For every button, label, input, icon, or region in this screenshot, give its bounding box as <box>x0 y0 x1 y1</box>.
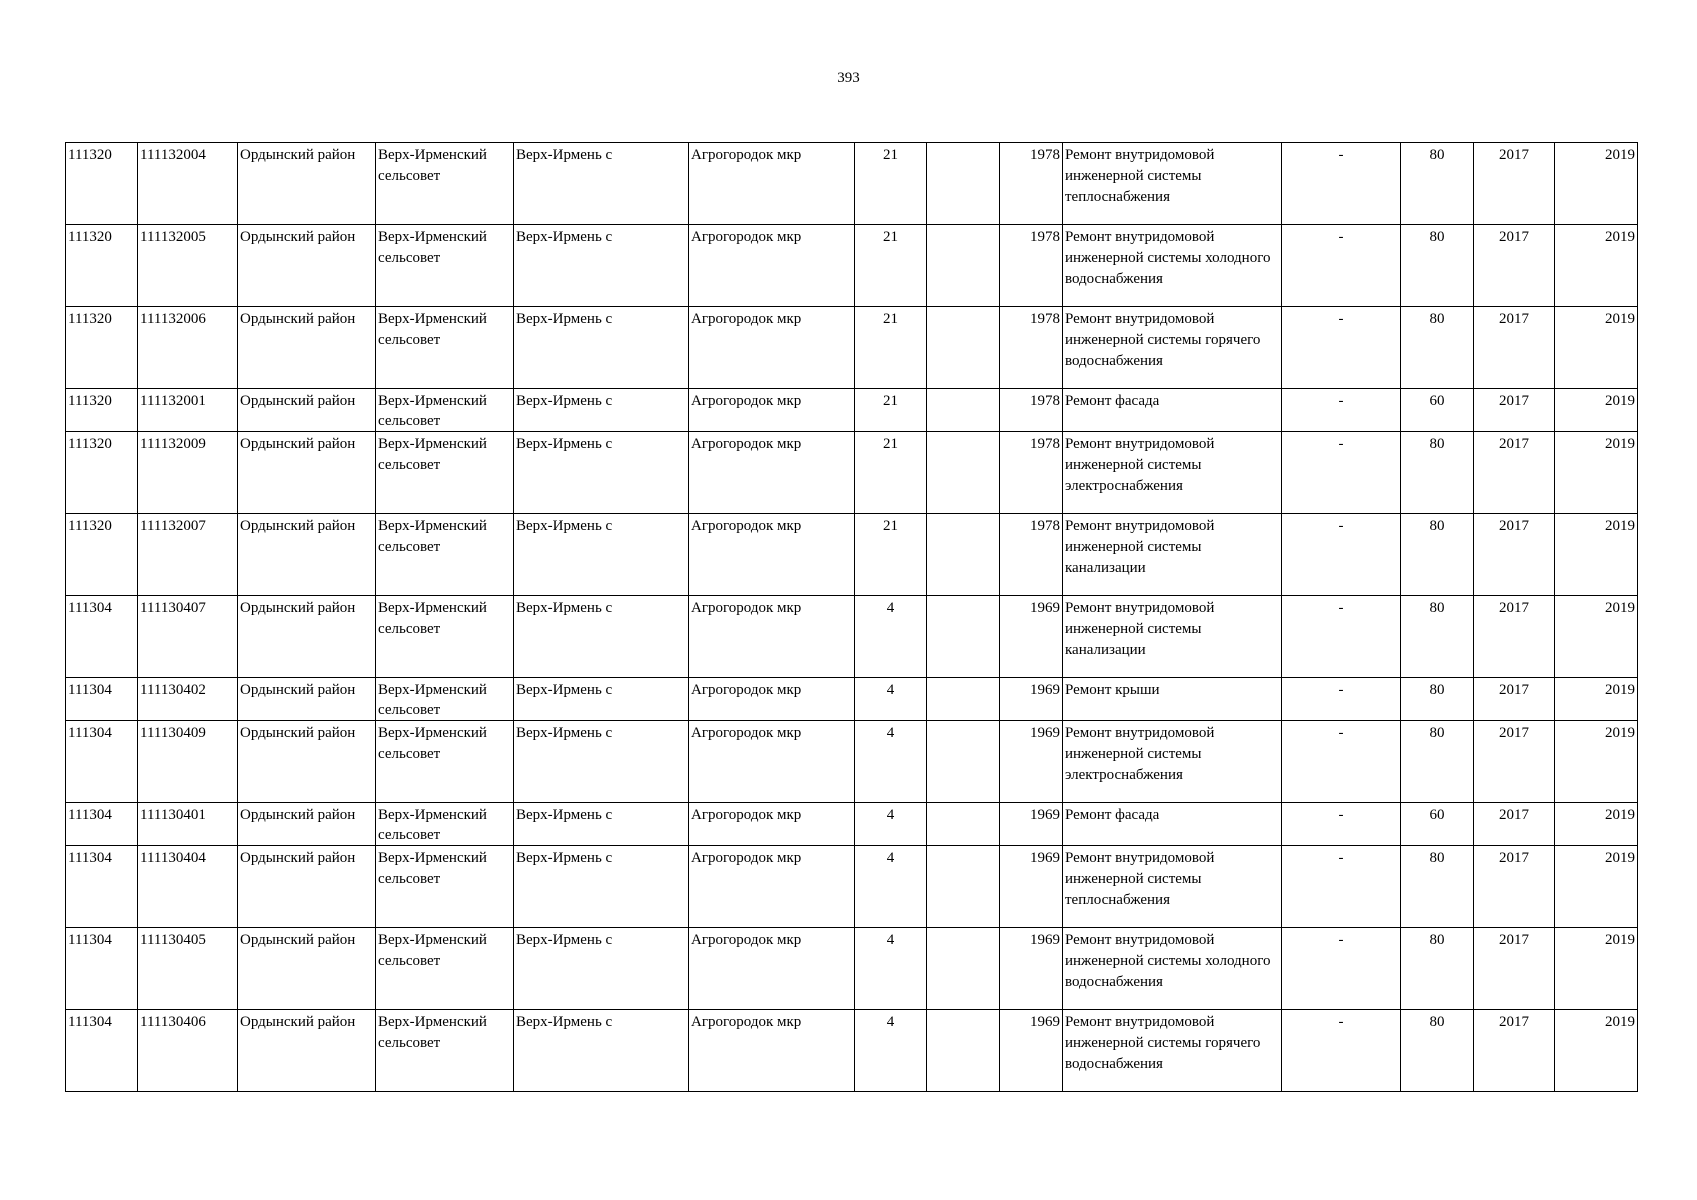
table-row <box>66 1010 1638 1092</box>
cell-street: Агрогородок мкр <box>689 389 855 432</box>
cell-house-number: 21 <box>855 307 927 389</box>
cell-house-number: 4 <box>855 803 927 846</box>
cell-year-end: 2019 <box>1555 678 1638 721</box>
cell-build-year: 1969 <box>1000 721 1063 803</box>
cell-street: Агрогородок мкр <box>689 1010 855 1092</box>
cell-locality: Верх-Ирмень с <box>514 803 689 846</box>
cell-dash: - <box>1282 1010 1401 1092</box>
cell-work-code: 111130402 <box>138 678 238 721</box>
cell-build-year: 1969 <box>1000 928 1063 1010</box>
cell-work-code: 111132009 <box>138 432 238 514</box>
cell-district: Ордынский район <box>238 307 376 389</box>
cell-build-year: 1969 <box>1000 803 1063 846</box>
cell-locality: Верх-Ирмень с <box>514 307 689 389</box>
cell-work-code: 111130405 <box>138 928 238 1010</box>
cell-house-number: 4 <box>855 928 927 1010</box>
cell-building <box>927 1010 1000 1092</box>
cell-district: Ордынский район <box>238 596 376 678</box>
cell-build-year: 1978 <box>1000 307 1063 389</box>
cell-year-end: 2019 <box>1555 389 1638 432</box>
cell-house-number: 21 <box>855 225 927 307</box>
cell-dash: - <box>1282 721 1401 803</box>
cell-district: Ордынский район <box>238 432 376 514</box>
cell-street: Агрогородок мкр <box>689 803 855 846</box>
table-row <box>66 225 1638 307</box>
cell-locality: Верх-Ирмень с <box>514 721 689 803</box>
table-row <box>66 803 1638 846</box>
cell-settlement-council: Верх-Ирменский сельсовет <box>376 678 514 721</box>
cell-year-start: 2017 <box>1474 596 1555 678</box>
cell-percent: 80 <box>1401 514 1474 596</box>
cell-work-type: Ремонт внутридомовой инженерной системы электроснабжения <box>1063 721 1282 803</box>
cell-settlement-council: Верх-Ирменский сельсовет <box>376 389 514 432</box>
cell-locality: Верх-Ирмень с <box>514 389 689 432</box>
cell-year-end: 2019 <box>1555 846 1638 928</box>
table-row <box>66 596 1638 678</box>
cell-dash: - <box>1282 143 1401 225</box>
repair-schedule-table <box>65 142 1638 1092</box>
cell-year-start: 2017 <box>1474 514 1555 596</box>
cell-locality: Верх-Ирмень с <box>514 1010 689 1092</box>
cell-street: Агрогородок мкр <box>689 721 855 803</box>
cell-house-number: 4 <box>855 1010 927 1092</box>
cell-year-start: 2017 <box>1474 928 1555 1010</box>
cell-year-end: 2019 <box>1555 143 1638 225</box>
cell-object-code: 111304 <box>66 596 138 678</box>
cell-object-code: 111320 <box>66 389 138 432</box>
cell-locality: Верх-Ирмень с <box>514 225 689 307</box>
cell-building <box>927 678 1000 721</box>
cell-street: Агрогородок мкр <box>689 225 855 307</box>
cell-settlement-council: Верх-Ирменский сельсовет <box>376 307 514 389</box>
cell-work-code: 111132007 <box>138 514 238 596</box>
cell-locality: Верх-Ирмень с <box>514 846 689 928</box>
cell-house-number: 21 <box>855 389 927 432</box>
cell-dash: - <box>1282 678 1401 721</box>
cell-object-code: 111320 <box>66 432 138 514</box>
cell-percent: 80 <box>1401 225 1474 307</box>
cell-object-code: 111304 <box>66 803 138 846</box>
table-row <box>66 389 1638 432</box>
cell-dash: - <box>1282 514 1401 596</box>
cell-house-number: 21 <box>855 432 927 514</box>
cell-street: Агрогородок мкр <box>689 514 855 596</box>
cell-street: Агрогородок мкр <box>689 432 855 514</box>
table-row <box>66 721 1638 803</box>
cell-build-year: 1969 <box>1000 1010 1063 1092</box>
cell-build-year: 1969 <box>1000 678 1063 721</box>
cell-year-start: 2017 <box>1474 803 1555 846</box>
cell-district: Ордынский район <box>238 514 376 596</box>
cell-building <box>927 721 1000 803</box>
cell-settlement-council: Верх-Ирменский сельсовет <box>376 596 514 678</box>
cell-year-start: 2017 <box>1474 846 1555 928</box>
cell-dash: - <box>1282 846 1401 928</box>
cell-percent: 80 <box>1401 678 1474 721</box>
cell-year-start: 2017 <box>1474 225 1555 307</box>
cell-object-code: 111320 <box>66 143 138 225</box>
cell-work-type: Ремонт крыши <box>1063 678 1282 721</box>
cell-work-type: Ремонт фасада <box>1063 389 1282 432</box>
cell-work-code: 111132001 <box>138 389 238 432</box>
cell-district: Ордынский район <box>238 1010 376 1092</box>
cell-year-end: 2019 <box>1555 1010 1638 1092</box>
cell-percent: 80 <box>1401 1010 1474 1092</box>
cell-year-start: 2017 <box>1474 143 1555 225</box>
cell-house-number: 4 <box>855 846 927 928</box>
cell-year-end: 2019 <box>1555 307 1638 389</box>
cell-district: Ордынский район <box>238 678 376 721</box>
cell-work-type: Ремонт внутридомовой инженерной системы горячего водоснабжения <box>1063 307 1282 389</box>
cell-work-type: Ремонт внутридомовой инженерной системы холодного водоснабжения <box>1063 928 1282 1010</box>
cell-build-year: 1969 <box>1000 596 1063 678</box>
cell-building <box>927 846 1000 928</box>
cell-object-code: 111320 <box>66 514 138 596</box>
cell-work-type: Ремонт внутридомовой инженерной системы канализации <box>1063 514 1282 596</box>
cell-settlement-council: Верх-Ирменский сельсовет <box>376 721 514 803</box>
cell-percent: 60 <box>1401 389 1474 432</box>
cell-locality: Верх-Ирмень с <box>514 678 689 721</box>
cell-building <box>927 389 1000 432</box>
cell-locality: Верх-Ирмень с <box>514 928 689 1010</box>
cell-object-code: 111304 <box>66 721 138 803</box>
cell-percent: 80 <box>1401 143 1474 225</box>
cell-year-end: 2019 <box>1555 596 1638 678</box>
table-row <box>66 846 1638 928</box>
cell-year-end: 2019 <box>1555 225 1638 307</box>
cell-settlement-council: Верх-Ирменский сельсовет <box>376 928 514 1010</box>
cell-object-code: 111320 <box>66 225 138 307</box>
cell-house-number: 4 <box>855 721 927 803</box>
cell-dash: - <box>1282 307 1401 389</box>
cell-street: Агрогородок мкр <box>689 596 855 678</box>
cell-year-start: 2017 <box>1474 721 1555 803</box>
cell-dash: - <box>1282 928 1401 1010</box>
cell-dash: - <box>1282 225 1401 307</box>
table-row <box>66 143 1638 225</box>
cell-year-start: 2017 <box>1474 678 1555 721</box>
cell-locality: Верх-Ирмень с <box>514 514 689 596</box>
cell-build-year: 1969 <box>1000 846 1063 928</box>
table-row <box>66 514 1638 596</box>
cell-locality: Верх-Ирмень с <box>514 143 689 225</box>
cell-street: Агрогородок мкр <box>689 928 855 1010</box>
cell-work-type: Ремонт внутридомовой инженерной системы электроснабжения <box>1063 432 1282 514</box>
cell-street: Агрогородок мкр <box>689 678 855 721</box>
cell-work-code: 111130407 <box>138 596 238 678</box>
cell-work-type: Ремонт внутридомовой инженерной системы теплоснабжения <box>1063 846 1282 928</box>
cell-build-year: 1978 <box>1000 143 1063 225</box>
table-row <box>66 432 1638 514</box>
cell-year-start: 2017 <box>1474 307 1555 389</box>
cell-percent: 80 <box>1401 432 1474 514</box>
cell-building <box>927 307 1000 389</box>
cell-work-code: 111132006 <box>138 307 238 389</box>
cell-district: Ордынский район <box>238 721 376 803</box>
cell-year-end: 2019 <box>1555 514 1638 596</box>
cell-building <box>927 803 1000 846</box>
table-row <box>66 307 1638 389</box>
cell-work-type: Ремонт внутридомовой инженерной системы теплоснабжения <box>1063 143 1282 225</box>
cell-building <box>927 143 1000 225</box>
cell-dash: - <box>1282 596 1401 678</box>
cell-build-year: 1978 <box>1000 389 1063 432</box>
cell-settlement-council: Верх-Ирменский сельсовет <box>376 143 514 225</box>
cell-dash: - <box>1282 432 1401 514</box>
cell-street: Агрогородок мкр <box>689 307 855 389</box>
cell-year-start: 2017 <box>1474 432 1555 514</box>
cell-year-end: 2019 <box>1555 803 1638 846</box>
cell-work-type: Ремонт внутридомовой инженерной системы холодного водоснабжения <box>1063 225 1282 307</box>
cell-build-year: 1978 <box>1000 514 1063 596</box>
cell-dash: - <box>1282 803 1401 846</box>
cell-street: Агрогородок мкр <box>689 143 855 225</box>
cell-work-code: 111132005 <box>138 225 238 307</box>
cell-work-code: 111130409 <box>138 721 238 803</box>
cell-object-code: 111304 <box>66 1010 138 1092</box>
cell-settlement-council: Верх-Ирменский сельсовет <box>376 846 514 928</box>
cell-percent: 80 <box>1401 721 1474 803</box>
cell-build-year: 1978 <box>1000 432 1063 514</box>
cell-percent: 80 <box>1401 846 1474 928</box>
table-row <box>66 678 1638 721</box>
cell-building <box>927 596 1000 678</box>
cell-object-code: 111304 <box>66 678 138 721</box>
cell-settlement-council: Верх-Ирменский сельсовет <box>376 1010 514 1092</box>
cell-work-code: 111130404 <box>138 846 238 928</box>
cell-work-code: 111130401 <box>138 803 238 846</box>
cell-building <box>927 432 1000 514</box>
cell-object-code: 111320 <box>66 307 138 389</box>
cell-year-start: 2017 <box>1474 1010 1555 1092</box>
cell-work-type: Ремонт внутридомовой инженерной системы горячего водоснабжения <box>1063 1010 1282 1092</box>
cell-building <box>927 928 1000 1010</box>
cell-district: Ордынский район <box>238 143 376 225</box>
cell-percent: 80 <box>1401 596 1474 678</box>
cell-house-number: 4 <box>855 678 927 721</box>
cell-locality: Верх-Ирмень с <box>514 432 689 514</box>
cell-district: Ордынский район <box>238 928 376 1010</box>
cell-house-number: 4 <box>855 596 927 678</box>
cell-settlement-council: Верх-Ирменский сельсовет <box>376 803 514 846</box>
cell-work-type: Ремонт внутридомовой инженерной системы канализации <box>1063 596 1282 678</box>
cell-district: Ордынский район <box>238 389 376 432</box>
cell-district: Ордынский район <box>238 846 376 928</box>
cell-district: Ордынский район <box>238 225 376 307</box>
cell-work-code: 111132004 <box>138 143 238 225</box>
cell-year-end: 2019 <box>1555 928 1638 1010</box>
cell-year-start: 2017 <box>1474 389 1555 432</box>
cell-settlement-council: Верх-Ирменский сельсовет <box>376 432 514 514</box>
page-number: 393 <box>837 70 860 86</box>
cell-locality: Верх-Ирмень с <box>514 596 689 678</box>
cell-percent: 80 <box>1401 307 1474 389</box>
cell-dash: - <box>1282 389 1401 432</box>
cell-building <box>927 514 1000 596</box>
table-row <box>66 928 1638 1010</box>
cell-settlement-council: Верх-Ирменский сельсовет <box>376 514 514 596</box>
cell-object-code: 111304 <box>66 846 138 928</box>
cell-district: Ордынский район <box>238 803 376 846</box>
cell-build-year: 1978 <box>1000 225 1063 307</box>
cell-building <box>927 225 1000 307</box>
cell-work-code: 111130406 <box>138 1010 238 1092</box>
cell-percent: 80 <box>1401 928 1474 1010</box>
cell-work-type: Ремонт фасада <box>1063 803 1282 846</box>
cell-street: Агрогородок мкр <box>689 846 855 928</box>
cell-year-end: 2019 <box>1555 721 1638 803</box>
cell-house-number: 21 <box>855 514 927 596</box>
cell-percent: 60 <box>1401 803 1474 846</box>
cell-year-end: 2019 <box>1555 432 1638 514</box>
cell-object-code: 111304 <box>66 928 138 1010</box>
cell-house-number: 21 <box>855 143 927 225</box>
cell-settlement-council: Верх-Ирменский сельсовет <box>376 225 514 307</box>
